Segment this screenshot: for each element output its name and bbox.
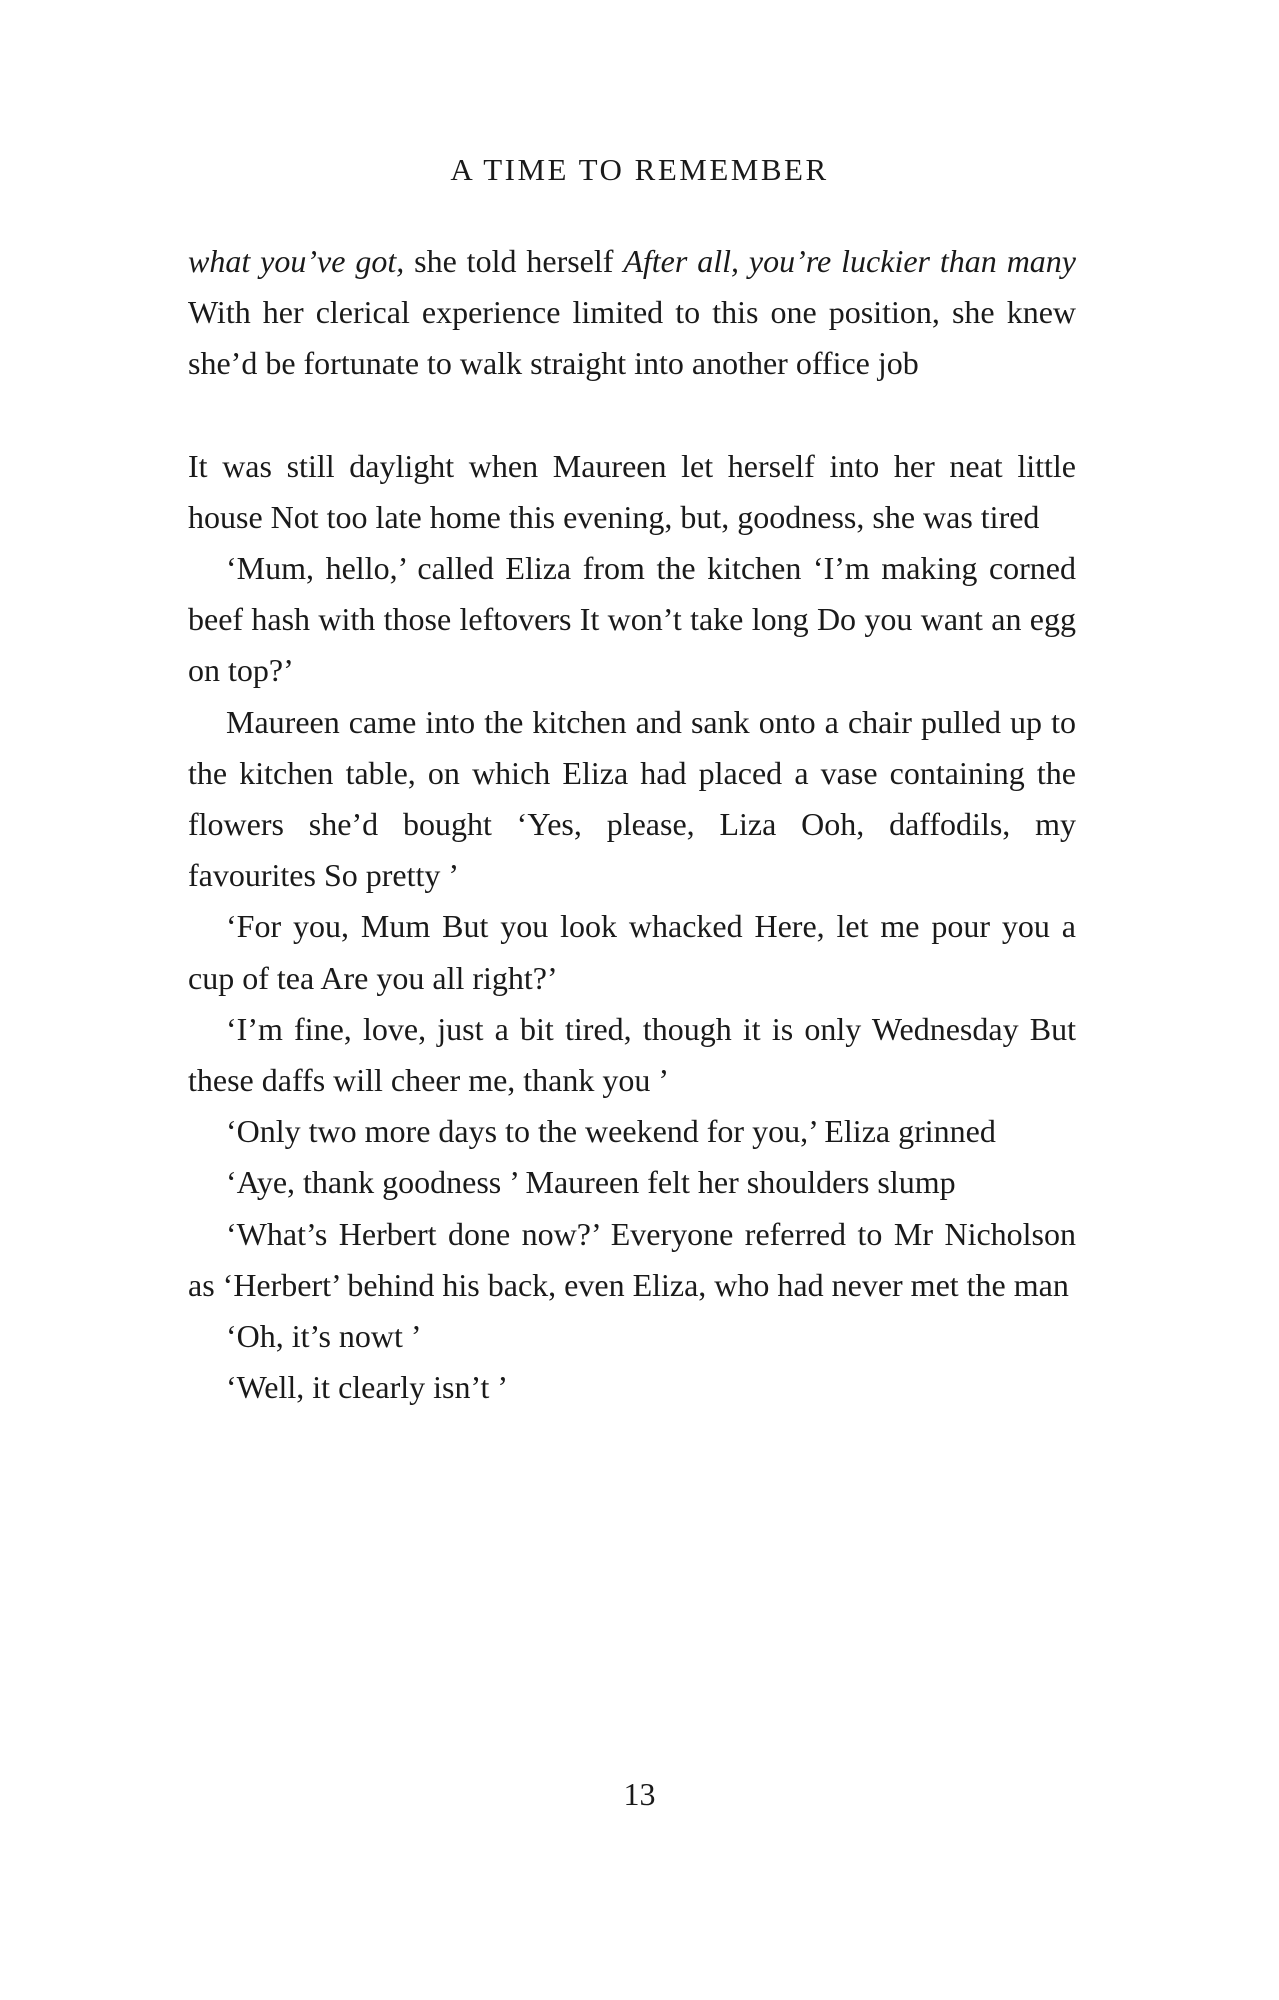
paragraph: ‘What’s Herbert done now?’ Everyone referred to Mr Nicholson as ‘Herbert’ behind his back, even Eliza, who had never met the man: [188, 1215, 1076, 1303]
paragraph-text: she told herself: [404, 243, 624, 279]
paragraph: ‘Mum, hello,’ called Eliza from the kitchen ‘I’m making corned beef hash with those leftovers It won’t take long Do you want an egg on top?’: [188, 550, 1076, 689]
paragraph: ‘Well, it clearly isn’t ’: [226, 1369, 509, 1406]
paragraph-text: With her clerical experience limited to this one position, she knew she’d be fortunate to walk straight into another office job: [188, 294, 1076, 382]
paragraph: It was still daylight when Maureen let herself into her neat little house Not too late home this evening, but, goodness, she was tired: [188, 447, 1076, 535]
paragraph: ‘Only two more days to the weekend for you,’ Eliza grinned: [226, 1113, 996, 1150]
italic-phrase: After all, you’re luckier than many: [623, 243, 1076, 279]
paragraph-continuation: [188, 236, 1076, 390]
paragraph: ‘Aye, thank goodness ’ Maureen felt her shoulders slump: [226, 1164, 956, 1201]
paragraph: ‘I’m fine, love, just a bit tired, though it is only Wednesday But these daffs will cheer me, thank you ’: [188, 1010, 1076, 1099]
italic-phrase: what you’ve got,: [188, 243, 405, 279]
running-head: A TIME TO REMEMBER: [450, 152, 829, 187]
paragraph: Maureen came into the kitchen and sank onto a chair pulled up to the kitchen table, on which Eliza had placed a vase containing the flowers she’d bought ‘Yes, please, Liza Ooh, daffodils, my favourites So pretty ’: [188, 703, 1076, 894]
section-break: [188, 390, 1076, 441]
paragraph: ‘For you, Mum But you look whacked Here, let me pour you a cup of tea Are you all right?’: [188, 908, 1076, 996]
body-text: [188, 236, 1076, 1413]
page-number: 13: [623, 1776, 656, 1812]
paragraph: ‘Oh, it’s nowt ’: [226, 1318, 422, 1355]
